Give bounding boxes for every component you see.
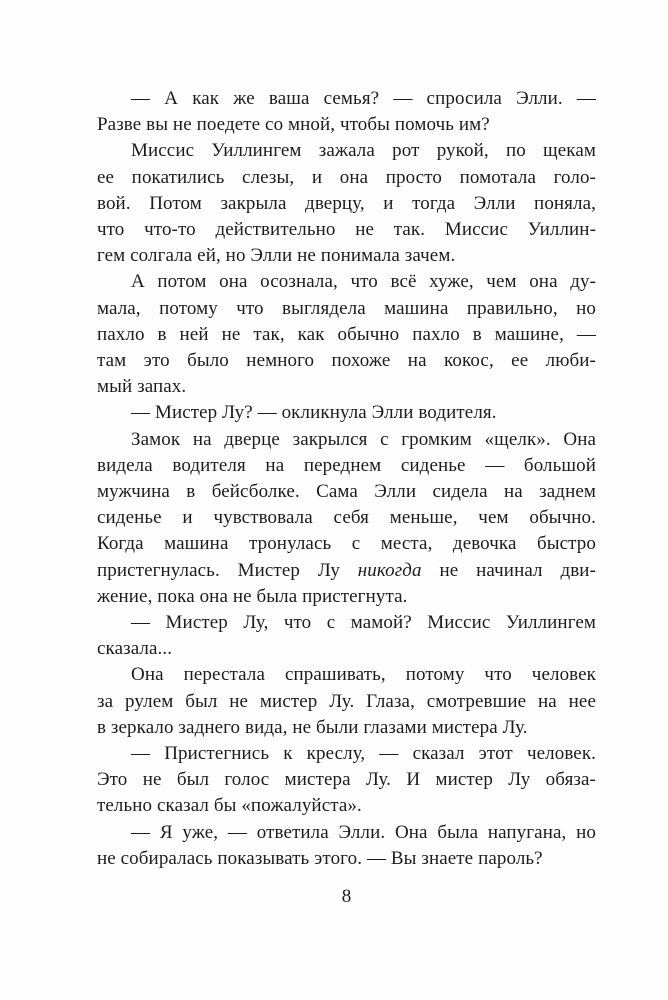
text-line: сиденье и чувствовала себя меньше, чем обычно. bbox=[97, 507, 596, 529]
text-line: в зеркало заднего вида, не были глазами мистера Лу. bbox=[97, 716, 528, 738]
page-number: 8 bbox=[341, 886, 352, 907]
text-line: тельно сказал бы «пожалуйста». bbox=[97, 795, 362, 817]
text-line: за рулем был не мистер Лу. Глаза, смотревшие на нее bbox=[97, 690, 596, 712]
paragraph bbox=[97, 86, 596, 138]
italic-text: никогда bbox=[357, 559, 422, 581]
text-line: жение, пока она не была пристегнута. bbox=[97, 585, 408, 607]
text-line: мала, потому что выглядела машина правильно, но bbox=[97, 297, 596, 319]
text-line: Миссис Уиллингем зажала рот рукой, по щекам bbox=[131, 140, 596, 162]
text-line: Это не был голос мистера Лу. И мистер Лу обяза- bbox=[97, 769, 596, 791]
text-line: пахло в ней не так, как обычно пахло в машине, — bbox=[97, 323, 596, 345]
text-line: А потом она осознала, что всё хуже, чем она ду- bbox=[131, 271, 596, 293]
text-line: видела водителя на переднем сиденье — большой bbox=[97, 454, 596, 476]
text-line: пристегнулась. Мистер Лу никогда не начинал дви- bbox=[97, 559, 596, 581]
text-line: Замок на дверце закрылся с громким «щелк». Она bbox=[131, 428, 596, 450]
paragraph bbox=[97, 427, 596, 610]
paragraph bbox=[97, 820, 596, 872]
text-line: там это было немного похоже на кокос, ее люби- bbox=[97, 350, 596, 372]
text-line: — Мистер Лу? — окликнула Элли водителя. bbox=[131, 402, 497, 424]
text-line: мый запах. bbox=[97, 376, 187, 398]
text-line: мужчина в бейсболке. Сама Элли сидела на заднем bbox=[97, 481, 596, 503]
text-line: ее покатились слезы, и она просто помотала голо- bbox=[97, 166, 596, 188]
paragraph bbox=[97, 138, 596, 269]
text-line: Разве вы не поедете со мной, чтобы помочь им? bbox=[97, 114, 490, 136]
text-line: — Я уже, — ответила Элли. Она была напугана, но bbox=[131, 821, 596, 843]
text-line: Когда машина тронулась с места, девочка быстро bbox=[97, 533, 596, 555]
paragraph bbox=[97, 269, 596, 400]
text-line: вой. Потом закрыла дверцу, и тогда Элли поняла, bbox=[97, 192, 596, 214]
text-line: гем солгала ей, но Элли не понимала зачем. bbox=[97, 245, 456, 267]
paragraph bbox=[97, 400, 596, 426]
text-line: — Пристегнись к креслу, — сказал этот человек. bbox=[131, 743, 596, 765]
paragraph bbox=[97, 741, 596, 820]
text-line: — Мистер Лу, что с мамой? Миссис Уиллингем bbox=[131, 612, 596, 634]
page-text-block bbox=[97, 86, 596, 872]
text-line: не собиралась показывать этого. — Вы знаете пароль? bbox=[97, 847, 543, 869]
text-line: Она перестала спрашивать, потому что человек bbox=[131, 664, 596, 686]
text-line: что что-то действительно не так. Миссис Уиллин- bbox=[97, 219, 596, 241]
text-line: сказала... bbox=[97, 638, 173, 660]
text-line: — А как же ваша семья? — спросила Элли. — bbox=[131, 88, 596, 109]
paragraph bbox=[97, 610, 596, 662]
paragraph bbox=[97, 662, 596, 741]
